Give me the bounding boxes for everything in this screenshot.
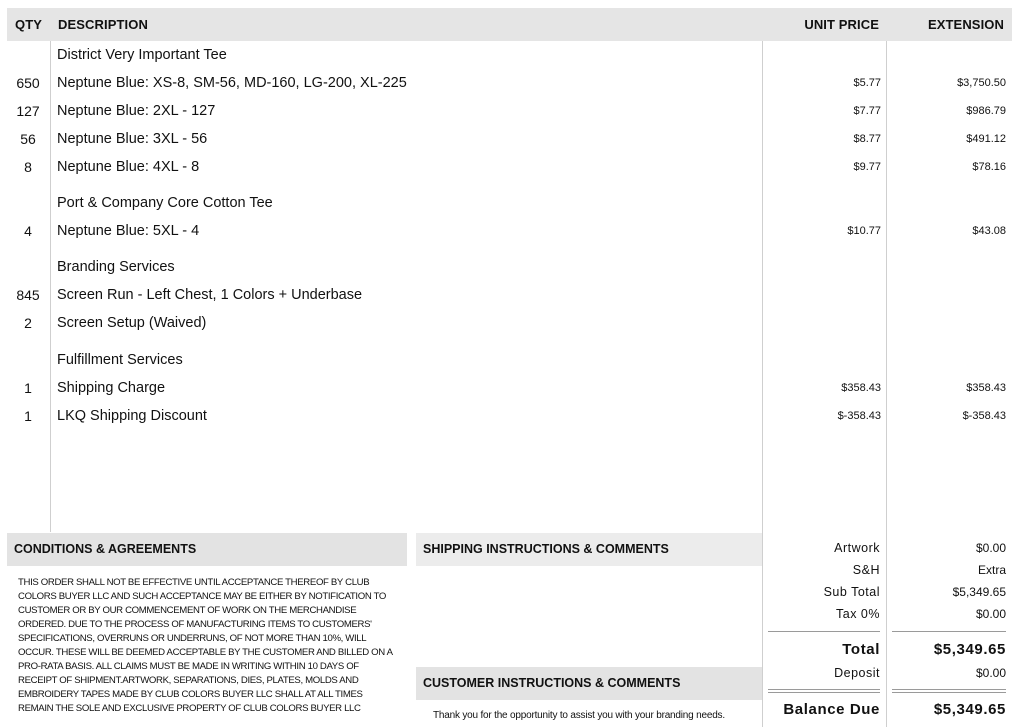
customer-instructions-text: Thank you for the opportunity to assist you with your branding needs.: [433, 710, 725, 721]
item-extension: $491.12: [966, 133, 1006, 145]
item-qty: 1: [24, 380, 32, 396]
item-qty: 127: [16, 103, 40, 119]
table-row: [0, 69, 1016, 97]
item-qty: 8: [24, 159, 32, 175]
item-qty: 4: [24, 223, 32, 239]
artwork-value: $0.00: [975, 541, 1006, 555]
balance-due-value: $5,349.65: [933, 701, 1006, 718]
item-description: Screen Setup (Waived): [57, 315, 207, 331]
table-row: [0, 281, 1016, 309]
item-description: Neptune Blue: 4XL - 8: [57, 159, 200, 175]
item-qty: 2: [24, 315, 32, 331]
item-description: Fulfillment Services: [57, 352, 183, 368]
item-qty: 845: [16, 287, 40, 303]
customer-instructions-title: CUSTOMER INSTRUCTIONS & COMMENTS: [416, 667, 762, 700]
tax-label: Tax 0%: [836, 607, 880, 621]
conditions-title: CONDITIONS & AGREEMENTS: [7, 533, 407, 566]
item-unit-price: $9.77: [853, 161, 881, 173]
section-heading-row: [0, 189, 1016, 217]
item-unit-price: $7.77: [853, 105, 881, 117]
item-description: Port & Company Core Cotton Tee: [57, 195, 273, 211]
item-unit-price: $5.77: [853, 77, 881, 89]
item-unit-price: $8.77: [853, 133, 881, 145]
table-row: [0, 97, 1016, 125]
sh-value: Extra: [977, 563, 1006, 577]
table-row: [0, 125, 1016, 153]
tax-value: $0.00: [975, 607, 1006, 621]
conditions-text: THIS ORDER SHALL NOT BE EFFECTIVE UNTIL ACCEPTANCE THEREOF BY CLUB COLORS BUYER LLC AND SUCH ACCEPTANCE MAY BE EITHER BY NOTIFICATION TO CUSTOMER OR BY OUR COMMENCEMENT OF WORK ON THE MERCHANDISE ORDERED. DUE TO THE PROCESS OF MANUFACTURING ITEMS TO CUSTOMERS' SPECIFICATIONS, OVERRUNS OR UNDERRUNS, OF NOT MORE THAN 10%, WILL OCCUR. THESE WILL BE DEEMED ACCEPTABLE BY THE CUSTOMER AND BILLED ON A PRO-RATA BASIS. ALL CLAIMS MUST BE MADE IN WRITING WITHIN 10 DAYS OF RECEIPT OF SHIPMENT.ARTWORK, SEPARATIONS, DIES, PLATES, MOLDS AND EMBROIDERY TAPES MADE BY CLUB COLORS BUYER LLC SHALL AT ALL TIMES REMAIN THE SOLE AND EXCLUSIVE PROPERTY OF CLUB COLORS BUYER LLC: [18, 577, 393, 714]
item-description: Branding Services: [57, 259, 175, 275]
table-row: [0, 402, 1016, 430]
item-extension: $986.79: [966, 105, 1006, 117]
section-heading-row: [0, 253, 1016, 281]
deposit-divider-left: [768, 689, 880, 693]
item-description: Shipping Charge: [57, 380, 166, 396]
item-extension: $43.08: [972, 225, 1006, 237]
item-qty: 1: [24, 408, 32, 424]
table-row: [0, 153, 1016, 181]
item-description: LKQ Shipping Discount: [57, 408, 207, 424]
subtotal-divider-right: [892, 631, 1006, 632]
table-row: [0, 309, 1016, 337]
item-extension: $78.16: [972, 161, 1006, 173]
extension-header: EXTENSION: [927, 17, 1004, 32]
item-description: Screen Run - Left Chest, 1 Colors + Underbase: [57, 287, 363, 303]
section-heading-row: [0, 41, 1016, 69]
item-qty: 56: [20, 131, 36, 147]
item-unit-price: $10.77: [847, 225, 881, 237]
item-description: Neptune Blue: XS-8, SM-56, MD-160, LG-200, XL-225: [57, 75, 407, 91]
item-description: Neptune Blue: 2XL - 127: [57, 103, 216, 119]
item-description: District Very Important Tee: [57, 47, 227, 63]
item-extension: $-358.43: [962, 410, 1006, 422]
shipping-instructions-title: SHIPPING INSTRUCTIONS & COMMENTS: [416, 533, 762, 566]
sh-label: S&H: [852, 563, 880, 577]
balance-due-label: Balance Due: [783, 701, 880, 718]
total-value: $5,349.65: [933, 641, 1006, 658]
item-unit-price: $358.43: [841, 382, 881, 394]
deposit-divider-right: [892, 689, 1006, 693]
table-row: [0, 217, 1016, 245]
unit-price-header: UNIT PRICE: [804, 17, 879, 32]
item-extension: $358.43: [966, 382, 1006, 394]
item-unit-price: $-358.43: [837, 410, 881, 422]
subtotal-label: Sub Total: [823, 585, 880, 599]
subtotal-value: $5,349.65: [952, 585, 1006, 599]
deposit-label: Deposit: [834, 666, 880, 680]
artwork-label: Artwork: [834, 541, 880, 555]
table-row: [0, 374, 1016, 402]
deposit-value: $0.00: [975, 666, 1006, 680]
subtotal-divider-left: [768, 631, 880, 632]
description-header: DESCRIPTION: [58, 17, 148, 32]
qty-header: QTY: [15, 17, 43, 32]
item-description: Neptune Blue: 3XL - 56: [57, 131, 208, 147]
item-qty: 650: [16, 75, 40, 91]
item-extension: $3,750.50: [957, 77, 1006, 89]
section-heading-row: [0, 346, 1016, 374]
item-description: Neptune Blue: 5XL - 4: [57, 223, 200, 239]
total-label: Total: [842, 641, 880, 658]
